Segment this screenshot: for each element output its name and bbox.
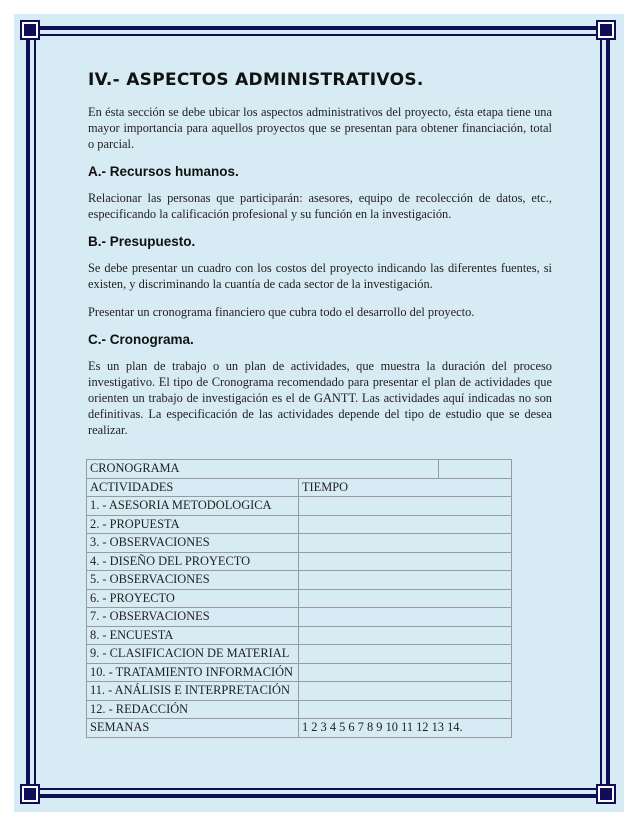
table-row [87,589,512,608]
table-row [87,515,512,534]
document-content [88,70,552,450]
time-cell [298,663,511,682]
table-row [87,700,512,719]
time-cell [298,589,511,608]
table-row [87,626,512,645]
header-time: TIEMPO [298,478,511,497]
table-header-row [87,478,512,497]
time-cell [298,645,511,664]
presupuesto-paragraph-2: Presentar un cronograma financiero que cubra todo el desarrollo del proyecto. [88,305,475,319]
activity-cell: 8. - ENCUESTA [87,626,299,645]
heading-cronograma: C.- Cronograma. [88,332,194,347]
weeks-row [87,719,512,738]
table-row [87,552,512,571]
activity-cell: 2. - PROPUESTA [87,515,299,534]
table-row [87,571,512,590]
table-row [87,534,512,553]
table-title-cell: CRONOGRAMA [87,460,439,479]
activity-cell: 6. - PROYECTO [87,589,299,608]
table-empty-cell [439,460,512,479]
table-row [87,682,512,701]
activity-cell: 4. - DISEÑO DEL PROYECTO [87,552,299,571]
table-row [87,608,512,627]
time-cell [298,515,511,534]
time-cell [298,571,511,590]
activity-cell: 3. - OBSERVACIONES [87,534,299,553]
time-cell [298,700,511,719]
heading-recursos-humanos: A.- Recursos humanos. [88,164,239,179]
activity-cell: 11. - ANÁLISIS E INTERPRETACIÓN [87,682,299,701]
corner-ornament-bottom-left [22,786,38,802]
header-activities: ACTIVIDADES [87,478,299,497]
time-cell [298,626,511,645]
table-row [87,497,512,516]
activity-cell: 1. - ASESORIA METODOLOGICA [87,497,299,516]
time-cell [298,608,511,627]
cronograma-table [86,459,512,738]
activity-cell: 5. - OBSERVACIONES [87,571,299,590]
table-row [87,645,512,664]
corner-ornament-bottom-right [598,786,614,802]
table-row [87,663,512,682]
intro-paragraph: En ésta sección se debe ubicar los aspectos administrativos del proyecto, ésta etapa tiene una mayor importancia para aquellos proyectos que se presentan para obtener financiación, total o parcial. [88,105,552,151]
cronograma-paragraph: Es un plan de trabajo o un plan de actividades, que muestra la duración del proceso investigativo. El tipo de Cronograma recomendado para presentar el plan de actividades que orienten un trabajo de investigación es el de GANTT. Las actividades aquí indicadas no son definitivas. La especificación de las actividades depende del tipo de estudio que se desea realizar. [88,359,552,437]
heading-presupuesto: B.- Presupuesto. [88,234,196,249]
activity-cell: 10. - TRATAMIENTO INFORMACIÓN [87,663,299,682]
time-cell [298,682,511,701]
activity-cell: 7. - OBSERVACIONES [87,608,299,627]
corner-ornament-top-right [598,22,614,38]
activity-cell: 9. - CLASIFICACION DE MATERIAL [87,645,299,664]
presupuesto-paragraph-1: Se debe presentar un cuadro con los costos del proyecto indicando las diferentes fuentes, si existen, y discriminando la cuantía de cada sector de la investigación. [88,261,552,291]
time-cell [298,552,511,571]
table-title-row [87,460,512,479]
recursos-humanos-paragraph: Relacionar las personas que participarán: asesores, equipo de recolección de datos, etc., especificando la calificación profesional y su función en la investigación. [88,191,552,221]
time-cell [298,534,511,553]
time-cell [298,497,511,516]
activity-cell: 12. - REDACCIÓN [87,700,299,719]
corner-ornament-top-left [22,22,38,38]
weeks-label: SEMANAS [87,719,299,738]
weeks-value: 1 2 3 4 5 6 7 8 9 10 11 12 13 14. [298,719,511,738]
page-title: IV.- ASPECTOS ADMINISTRATIVOS. [88,70,424,90]
